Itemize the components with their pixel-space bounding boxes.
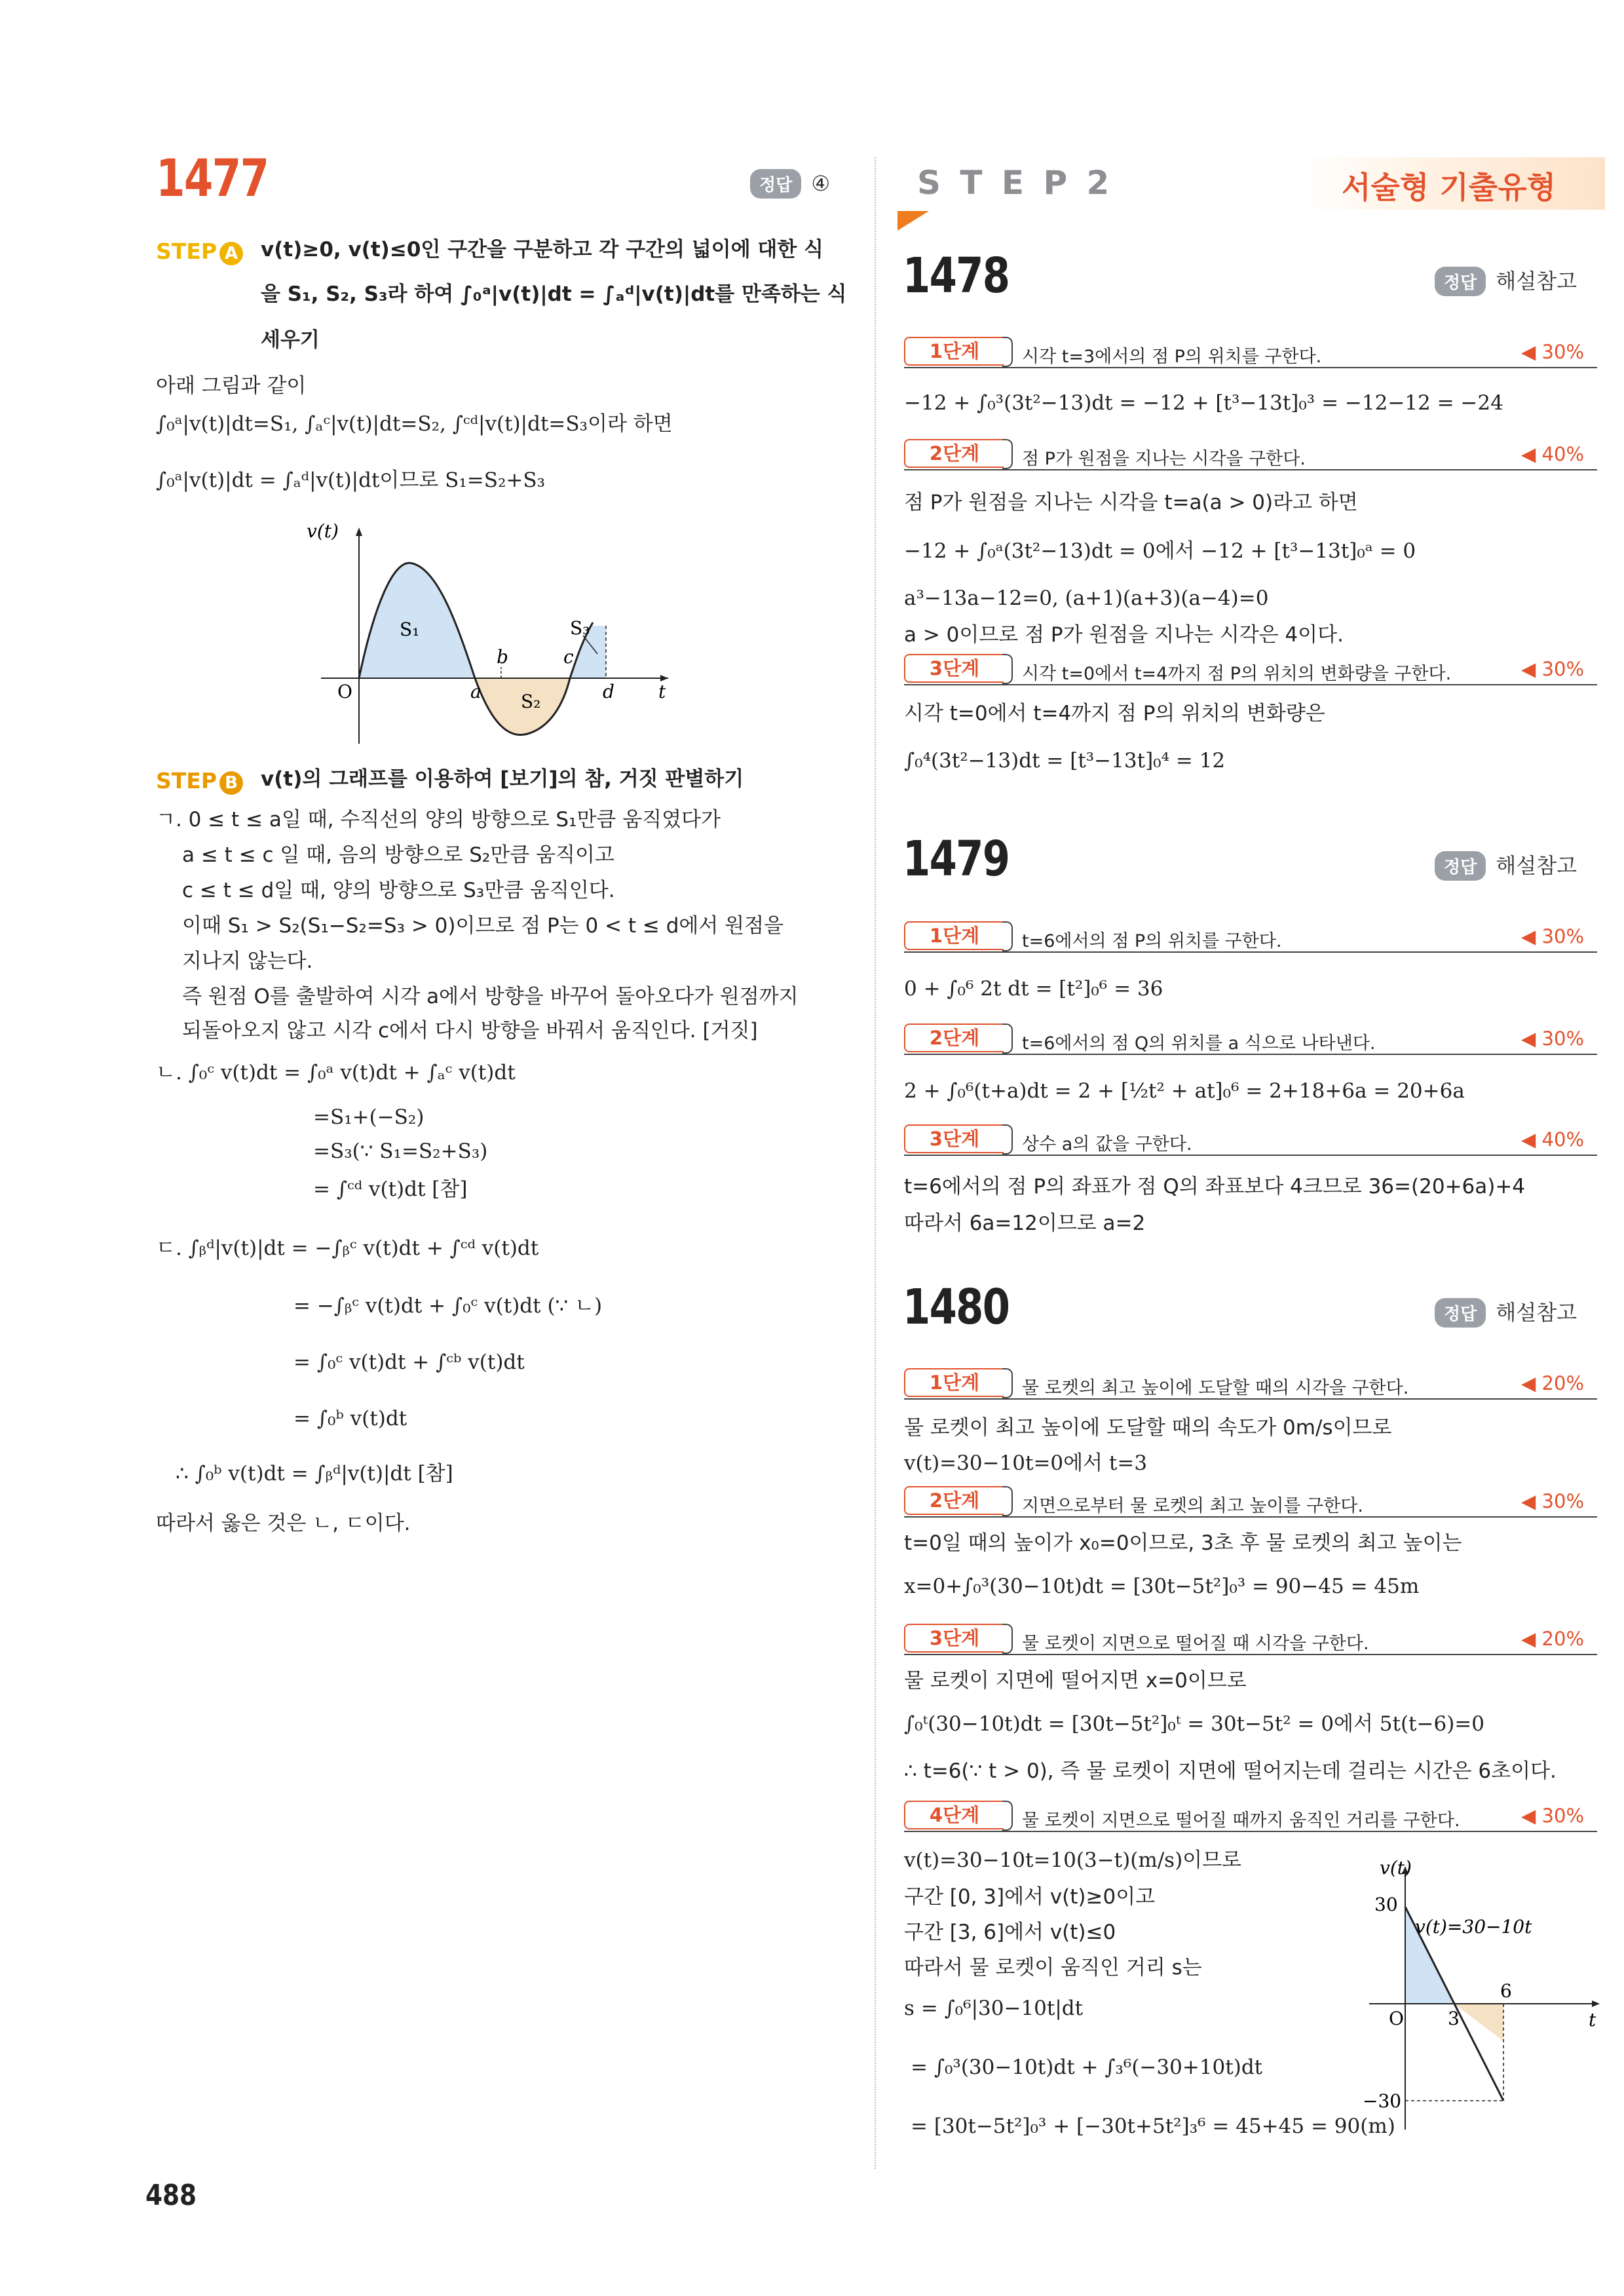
solution-line: 물 로켓이 지면에 떨어지면 x=0이므로 [904,1669,1247,1693]
stage-badge: 3단계 [904,654,1004,683]
problem-number-1479: 1479 [903,831,1010,887]
g-line-0: ㄱ. 0 ≤ t ≤ a일 때, 수직선의 양의 방향으로 S₁만큼 움직였다가 [156,808,721,832]
graph-origin: O [337,681,352,702]
stage-row [904,653,1597,685]
velocity-graph-1480 [1350,1854,1605,2143]
graph-y-bottom: −30 [1363,2090,1402,2112]
stage-row [904,1022,1597,1055]
stage-percent: ◀ 20% [1521,1628,1584,1650]
d-line-1: = −∫ᵦᶜ v(t)dt + ∫₀ᶜ v(t)dt (∵ ㄴ) [293,1294,603,1318]
solution-line: 따라서 6a=12이므로 a=2 [904,1212,1146,1235]
section-title: 서술형 기출유형 [1342,170,1557,205]
d-line-0: ㄷ. ∫ᵦᵈ|v(t)|dt = −∫ᵦᶜ v(t)dt + ∫ᶜᵈ v(t)dt [156,1236,539,1260]
solution-line: 2 + ∫₀⁶(t+a)dt = 2 + [½t² + at]₀⁶ = 2+18+6a = 20+6a [904,1079,1465,1103]
answer-badge: 정답 [1435,851,1486,881]
stage-row [904,920,1597,953]
stage-description: 물 로켓이 지면으로 떨어질 때 시각을 구한다. [1022,1634,1369,1654]
graph-label-a: a [470,681,482,702]
graph-label-c: c [563,646,574,668]
stage-badge: 1단계 [904,921,1004,950]
body-line-2: ∫₀ᵃ|v(t)|dt=S₁, ∫ₐᶜ|v(t)|dt=S₂, ∫ᶜᵈ|v(t)|dt=S₃이라 하면 [156,412,673,436]
solution-line: 구간 [3, 6]에서 v(t)≤0 [904,1921,1116,1944]
body-line-1: 아래 그림과 같이 [156,374,307,398]
step-a-text: STEP [156,239,217,264]
answer-text: 해설참고 [1496,269,1577,294]
stage-row [904,438,1597,470]
d-line-4: ∴ ∫₀ᵇ v(t)dt = ∫ᵦᵈ|v(t)|dt [참] [176,1462,453,1485]
stage-badge: 2단계 [904,1486,1004,1515]
graph-origin: O [1389,2008,1404,2029]
d-line-3: = ∫₀ᵇ v(t)dt [293,1407,407,1430]
g-line-6: 되돌아오지 않고 시각 c에서 다시 방향을 바꿔서 움직인다. [거짓] [182,1019,758,1043]
page-number: 488 [145,2179,197,2212]
stage-description: 지면으로부터 물 로켓의 최고 높이를 구한다. [1022,1496,1363,1516]
graph-xlabel: t [1589,2009,1596,2031]
solution-line: = ∫₀³(30−10t)dt + ∫₃⁶(−30+10t)dt [911,2056,1263,2079]
graph-label-s3: S₃ [570,617,590,639]
solution-line: x=0+∫₀³(30−10t)dt = [30t−5t²]₀³ = 90−45 = 45m [904,1575,1420,1598]
body-line-3: ∫₀ᵃ|v(t)|dt = ∫ₐᵈ|v(t)|dt이므로 S₁=S₂+S₃ [156,469,546,492]
x-axis-arrow [1592,2000,1600,2007]
graph-x3: 3 [1448,2008,1460,2029]
solution-line: ∴ t=6(∵ t > 0), 즉 물 로켓이 지면에 떨어지는데 걸리는 시간은 6초이다. [904,1759,1557,1783]
graph-ylabel: v(t) [1380,1857,1412,1879]
step-b-text: STEP [156,768,217,794]
g-line-5: 즉 원점 O를 출발하여 시각 a에서 방향을 바꾸어 돌아오다가 원점까지 [182,985,799,1008]
solution-line: 물 로켓이 최고 높이에 도달할 때의 속도가 0m/s이므로 [904,1416,1392,1440]
solution-line: 구간 [0, 3]에서 v(t)≥0이고 [904,1885,1156,1909]
stage-row [904,1485,1597,1518]
g-line-1: a ≤ t ≤ c 일 때, 음의 방향으로 S₂만큼 움직이고 [182,843,614,867]
stage-description: t=6에서의 점 Q의 위치를 a 식으로 나타낸다. [1022,1033,1376,1054]
stage-description: t=6에서의 점 P의 위치를 구한다. [1022,931,1282,951]
stage-badge: 2단계 [904,1024,1004,1052]
solution-line: −12 + ∫₀³(3t²−13)dt = −12 + [t³−13t]₀³ = −12−12 = −24 [904,391,1503,415]
answer-area-1477 [750,169,830,199]
graph-label-s1: S₁ [400,619,420,640]
stage-percent: ◀ 30% [1521,1027,1584,1050]
graph-label-b: b [497,646,508,668]
graph-func-label: v(t)=30−10t [1415,1916,1532,1938]
solution-line: t=6에서의 점 P의 좌표가 점 Q의 좌표보다 4크므로 36=(20+6a)+4 [904,1175,1526,1198]
step-header: S T E P 2 [917,164,1114,202]
graph-x6: 6 [1500,1980,1512,2002]
stage-row [904,335,1597,368]
graph-y-top: 30 [1374,1894,1398,1915]
answer-badge: 정답 [1435,1298,1486,1328]
problem-number-1477: 1477 [156,149,269,208]
solution-line: v(t)=30−10t=10(3−t)(m/s)이므로 [904,1848,1241,1872]
stage-badge: 4단계 [904,1801,1004,1829]
stage-percent: ◀ 30% [1521,1805,1584,1827]
g-line-3: 이때 S₁ > S₂(S₁−S₂=S₃ > 0)이므로 점 P는 0 < t ≤ d에서 원점을 [182,914,784,938]
step-a-circle: A [219,242,243,265]
n-line-1: =S₁+(−S₂) [313,1105,425,1129]
graph-xlabel: t [658,681,666,702]
solution-line: a³−13a−12=0, (a+1)(a+3)(a−4)=0 [904,586,1269,610]
conclusion-1477: 따라서 옳은 것은 ㄴ, ㄷ이다. [156,1512,411,1535]
problem-number-1478: 1478 [903,248,1010,304]
graph-ylabel: v(t) [307,520,339,542]
stage-badge: 1단계 [904,1368,1004,1397]
column-divider [875,157,876,2169]
solution-line: −12 + ∫₀ᵃ(3t²−13)dt = 0에서 −12 + [t³−13t]₀ᵃ = 0 [904,539,1416,563]
step-b-label [156,768,243,795]
solution-line: s = ∫₀⁶|30−10t|dt [904,1997,1084,2020]
stage-percent: ◀ 30% [1521,925,1584,947]
stage-row [904,1622,1597,1655]
stage-percent: ◀ 30% [1521,658,1584,680]
answer-text: 해설참고 [1496,1300,1577,1325]
solution-line: a > 0이므로 점 P가 원점을 지나는 시각은 4이다. [904,623,1344,647]
g-line-4: 지나지 않는다. [182,949,313,973]
y-axis-arrow [356,527,362,536]
answer-area-1480 [1435,1296,1577,1328]
solution-line: 시각 t=0에서 t=4까지 점 P의 위치의 변화량은 [904,702,1325,725]
solution-line: t=0일 때의 높이가 x₀=0이므로, 3초 후 물 로켓의 최고 높이는 [904,1531,1462,1555]
solution-line: 따라서 물 로켓이 움직인 거리 s는 [904,1956,1202,1980]
solution-line: = [30t−5t²]₀³ + [−30t+5t²]₃⁶ = 45+45 = 90(m) [911,2114,1395,2138]
answer-area-1478 [1435,265,1577,296]
answer-area-1479 [1435,849,1577,881]
solution-line: ∫₀⁴(3t²−13)dt = [t³−13t]₀⁴ = 12 [904,749,1226,773]
stage-badge: 3단계 [904,1124,1004,1153]
g-line-2: c ≤ t ≤ d일 때, 양의 방향으로 S₃만큼 움직인다. [182,879,615,902]
stage-percent: ◀ 40% [1521,1128,1584,1151]
graph-label-s2: S₂ [521,691,541,712]
stage-percent: ◀ 30% [1521,341,1584,363]
stage-percent: ◀ 30% [1521,1490,1584,1512]
stage-row [904,1367,1597,1400]
stage-percent: ◀ 40% [1521,443,1584,465]
stage-percent: ◀ 20% [1521,1372,1584,1394]
solution-line: 점 P가 원점을 지나는 시각을 t=a(a > 0)라고 하면 [904,491,1358,514]
answer-badge: 정답 [750,169,801,199]
stage-description: 물 로켓의 최고 높이에 도달할 때의 시각을 구한다. [1022,1378,1409,1398]
step-b-description: v(t)의 그래프를 이용하여 [보기]의 참, 거짓 판별하기 [261,767,744,791]
stage-badge: 3단계 [904,1624,1004,1653]
d-line-2: = ∫₀ᶜ v(t)dt + ∫ᶜᵇ v(t)dt [293,1350,525,1374]
stage-description: 시각 t=3에서의 점 P의 위치를 구한다. [1022,347,1322,367]
step-a-label [156,239,243,265]
graph-label-d: d [603,681,614,702]
velocity-graph-1477 [301,518,708,754]
solution-line: v(t)=30−10t=0에서 t=3 [904,1451,1148,1475]
stage-badge: 2단계 [904,439,1004,468]
n-line-2: =S₃(∵ S₁=S₂+S₃) [313,1139,488,1163]
header-orange-triangle [897,211,929,231]
stage-badge: 1단계 [904,337,1004,366]
stage-description: 시각 t=0에서 t=4까지 점 P의 위치의 변화량을 구한다. [1022,664,1452,684]
answer-text: 해설참고 [1496,853,1577,878]
step-a-line-3: 세우기 [261,328,320,352]
answer-badge: 정답 [1435,267,1486,296]
stage-description: 점 P가 원점을 지나는 시각을 구한다. [1022,449,1306,469]
stage-description: 상수 a의 값을 구한다. [1022,1134,1192,1155]
n-line-0: ㄴ. ∫₀ᶜ v(t)dt = ∫₀ᵃ v(t)dt + ∫ₐᶜ v(t)dt [156,1061,516,1084]
step-a-line-1: v(t)≥0, v(t)≤0인 구간을 구분하고 각 구간의 넓이에 대한 식 [261,238,823,261]
step-a-line-2: 을 S₁, S₂, S₃라 하여 ∫₀ᵃ|v(t)|dt = ∫ₐᵈ|v(t)|dt를 만족하는 식 [261,282,847,306]
n-line-3: = ∫ᶜᵈ v(t)dt [참] [313,1177,468,1201]
stage-description: 물 로켓이 지면으로 떨어질 때까지 움직인 거리를 구한다. [1022,1810,1460,1831]
problem-number-1480: 1480 [903,1279,1010,1335]
solution-line: ∫₀ᵗ(30−10t)dt = [30t−5t²]₀ᵗ = 30t−5t² = 0에서 5t(t−6)=0 [904,1712,1485,1736]
stage-row [904,1799,1597,1832]
answer-value: ④ [811,171,831,196]
solution-line: 0 + ∫₀⁶ 2t dt = [t²]₀⁶ = 36 [904,977,1163,1001]
stage-row [904,1123,1597,1156]
step-b-circle: B [219,771,243,795]
